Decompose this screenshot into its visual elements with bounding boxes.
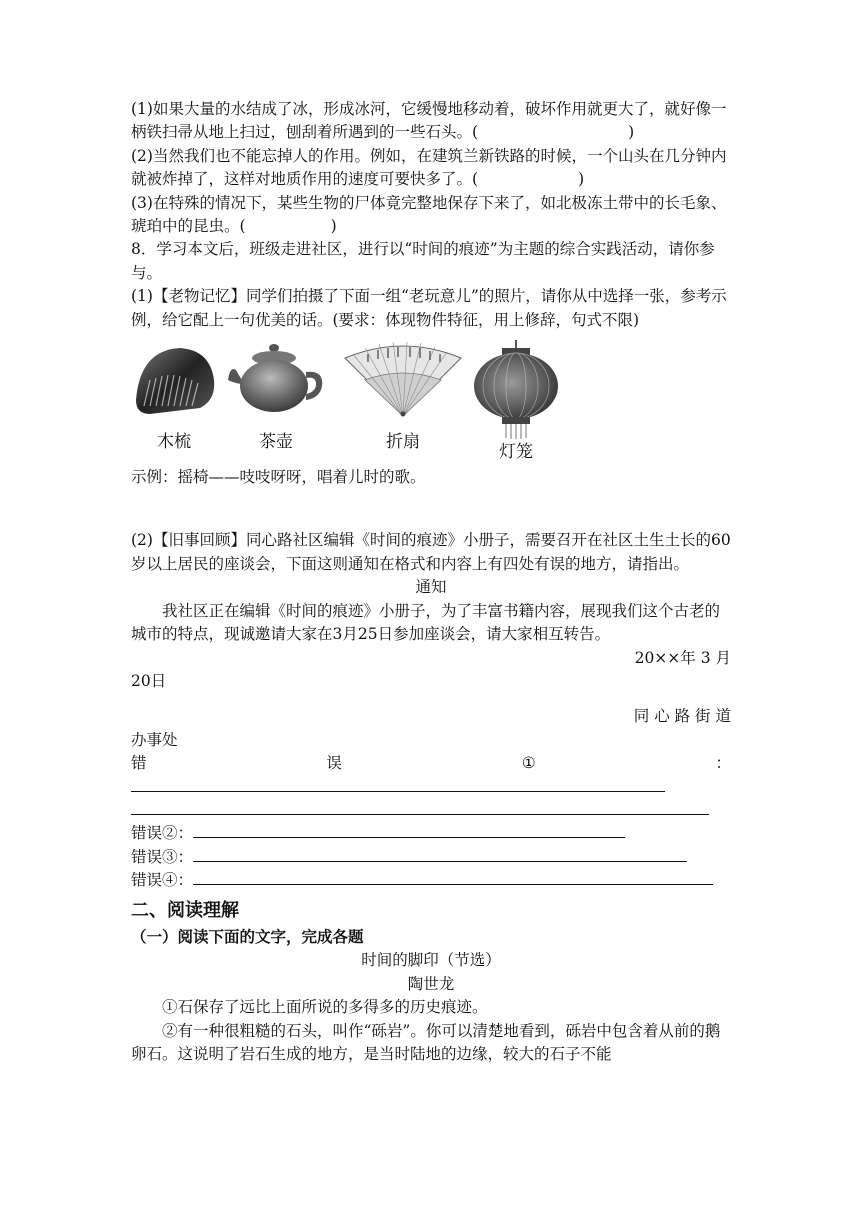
- caption-comb: 木梳: [157, 432, 191, 453]
- section-subheading: （一）阅读下面的文字，完成各题: [131, 927, 364, 946]
- q8-part2: (2)【旧事回顾】同心路社区编辑《时间的痕迹》小册子，需要召开在社区土生土长的60岁以上居民的座谈会，下面这则通知在格式和内容上有四处有误的地方，请指出。: [131, 531, 731, 573]
- comb-icon: [130, 340, 218, 420]
- notice-org-line-1: 同 心 路 街 道: [633, 707, 731, 726]
- passage-title: 时间的脚印（节选）: [361, 951, 501, 970]
- notice-title: 通知: [415, 578, 447, 597]
- lantern-photo: [466, 340, 566, 447]
- notice-org-line-2: 办事处: [131, 730, 178, 749]
- passage-para-1: ①石保存了远比上面所说的多得多的历史痕迹。: [162, 998, 488, 1017]
- error-1-label: 错 误 ① ：: [131, 754, 731, 773]
- error-1-answer-line-2[interactable]: [131, 799, 731, 822]
- error-2-row[interactable]: 错误②：: [131, 822, 731, 845]
- document-page: [131, 98, 731, 1066]
- caption-lantern: 灯笼: [499, 442, 533, 463]
- q8-intro: 8．学习本文后，班级走进社区，进行以“时间的痕迹”为主题的综合实践活动，请你参与。: [131, 240, 715, 282]
- caption-teapot: 茶壶: [259, 432, 293, 453]
- old-items-photos: [131, 340, 731, 465]
- lantern-icon: [466, 340, 566, 440]
- folding-fan-icon: [343, 340, 463, 420]
- q8-part1: (1)【老物记忆】同学们拍摄了下面一组“老玩意儿”的照片，请你从中选择一张，参考示例，给它配上一句优美的话。(要求：体现物件特征，用上修辞，句式不限): [131, 287, 727, 329]
- notice-date-line-2: 20日: [131, 671, 167, 690]
- caption-fan: 折扇: [386, 432, 420, 453]
- q8-example: 示例：摇椅——吱吱呀呀，唱着儿时的歌。: [131, 468, 426, 487]
- q7-item-1: (1)如果大量的水结成了冰，形成冰河，它缓慢地移动着，破坏作用就更大了，就好像一柄铁扫帚从地上扫过，刨刮着所遇到的一些石头。( ): [131, 100, 727, 142]
- folding-fan-photo: [343, 340, 463, 455]
- teapot-photo: [226, 340, 326, 455]
- passage-author: 陶世龙: [407, 974, 455, 993]
- notice-body: 我社区正在编辑《时间的痕迹》小册子，为了丰富书籍内容，展现我们这个古老的城市的特点，现诚邀请大家在3月25日参加座谈会，请大家相互转告。: [131, 601, 721, 644]
- error-3-row[interactable]: 错误③：: [131, 846, 731, 869]
- q7-item-2: (2)当然我们也不能忘掉人的作用。例如，在建筑兰新铁路的时候，一个山头在几分钟内就被炸掉了，这样对地质作用的速度可要快多了。( ): [131, 146, 727, 189]
- comb-photo: [129, 340, 219, 455]
- notice-date-line-1: 20××年 3 月: [634, 648, 731, 667]
- teapot-icon: [226, 340, 326, 420]
- section-heading: 二、阅读理解: [131, 899, 239, 921]
- passage-para-2: ②有一种很粗糙的石头，叫作“砾岩”。你可以清楚地看到，砾岩中包含着从前的鹅卵石。这说明了岩石生成的地方，是当时陆地的边缘，较大的石子不能: [131, 1021, 721, 1063]
- error-1-answer-line[interactable]: [131, 776, 731, 799]
- error-4-row[interactable]: 错误④：: [131, 869, 731, 892]
- q7-item-3: (3)在特殊的情况下，某些生物的尸体竟完整地保存下来了，如北极冻土带中的长毛象、琥珀中的昆虫。( ): [131, 193, 727, 236]
